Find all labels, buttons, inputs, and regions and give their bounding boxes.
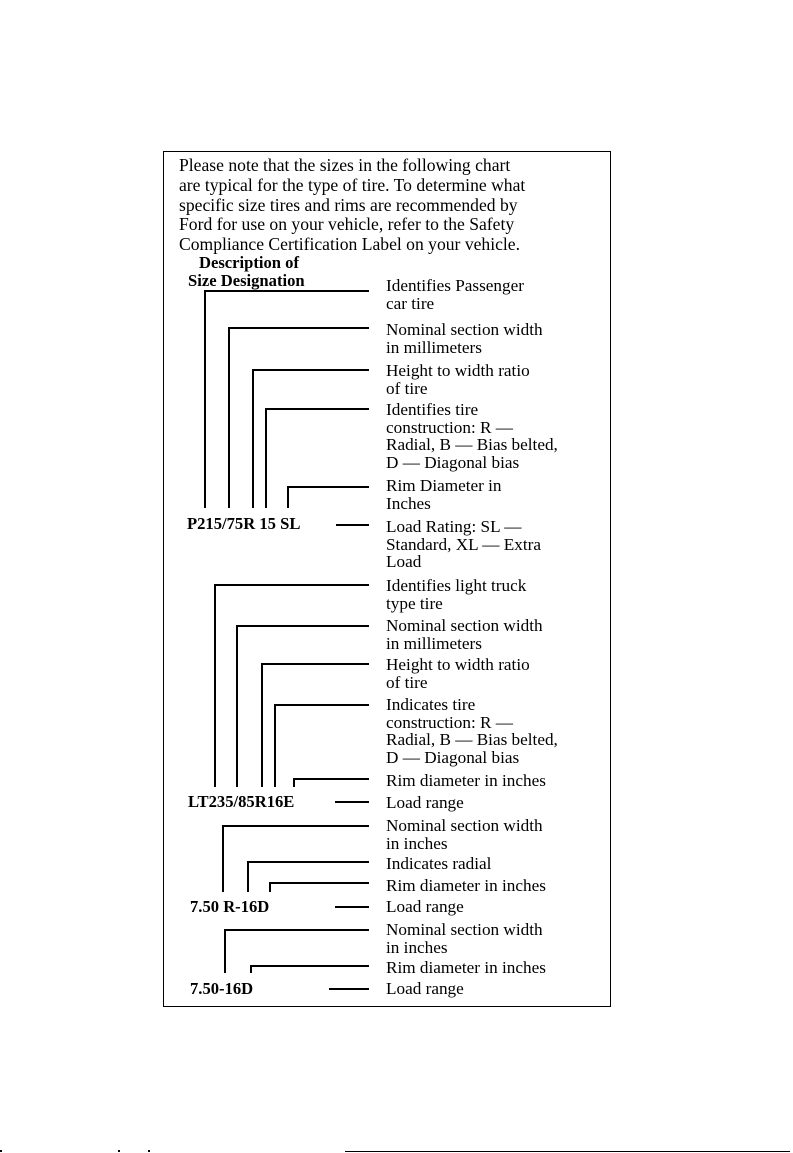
scan-speck (118, 1150, 120, 1152)
leader-line (293, 778, 295, 787)
leader-line (204, 290, 369, 292)
leader-line (214, 584, 369, 586)
leader-line (247, 861, 369, 863)
desc-section-width-in: Nominal section width in inches (386, 920, 543, 957)
desc-load-range: Load range (386, 793, 464, 812)
desc-rim-diameter: Rim diameter in inches (386, 771, 546, 790)
leader-line (287, 486, 289, 508)
leader-line (261, 663, 369, 665)
size-code-passenger: P215/75R 15 SL (187, 514, 301, 533)
leader-line (335, 801, 369, 803)
leader-line (274, 704, 369, 706)
desc-construction: Identifies tire construction: R — Radial, B — Bias belted, D — Diagonal bias (386, 400, 558, 472)
leader-line (236, 625, 238, 787)
desc-radial: Indicates radial (386, 854, 492, 873)
leader-line (252, 369, 254, 508)
leader-line (222, 825, 224, 892)
intro-line: Ford for use on your vehicle, refer to the Safety (179, 214, 515, 235)
leader-line (250, 965, 252, 973)
desc-section-width-mm: Nominal section width in millimeters (386, 320, 543, 357)
heading-line-2: Size Designation (188, 271, 305, 290)
size-code-bias-radial: 7.50 R-16D (190, 897, 270, 916)
size-code-bias: 7.50-16D (190, 979, 254, 998)
desc-light-truck: Identifies light truck type tire (386, 576, 527, 613)
desc-section-width-mm: Nominal section width in millimeters (386, 616, 543, 653)
leader-line (287, 486, 369, 488)
desc-load-range: Load range (386, 979, 464, 998)
leader-line (265, 408, 369, 410)
desc-aspect-ratio: Height to width ratio of tire (386, 361, 530, 398)
desc-rim-diameter: Rim diameter in inches (386, 876, 546, 895)
desc-load-range: Load range (386, 897, 464, 916)
desc-aspect-ratio: Height to width ratio of tire (386, 655, 530, 692)
desc-passenger-car: Identifies Passenger car tire (386, 276, 524, 313)
leader-line (269, 882, 369, 884)
desc-section-width-in: Nominal section width in inches (386, 816, 543, 853)
desc-load-rating: Load Rating: SL — Standard, XL — Extra Load (386, 517, 541, 572)
leader-line (293, 778, 369, 780)
leader-line (274, 704, 276, 787)
intro-line: are typical for the type of tire. To determine what (179, 174, 526, 195)
desc-rim-diameter: Rim diameter in inches (386, 958, 546, 977)
intro-paragraph (179, 156, 599, 255)
leader-line (250, 965, 369, 967)
leader-line (228, 327, 369, 329)
leader-line (252, 369, 369, 371)
leader-line (224, 929, 369, 931)
desc-rim-diameter: Rim Diameter in Inches (386, 476, 502, 513)
bottom-rule (345, 1151, 790, 1152)
heading-line-1: Description of (199, 253, 300, 272)
leader-line (335, 906, 369, 908)
scan-speck (0, 1150, 2, 1152)
leader-line (236, 625, 369, 627)
intro-line: Please note that the sizes in the following chart (179, 155, 511, 175)
intro-line: Compliance Certification Label on your vehicle. (179, 234, 521, 255)
leader-line (222, 825, 369, 827)
leader-line (214, 584, 216, 787)
intro-line: specific size tires and rims are recommended by (179, 194, 518, 215)
leader-line (265, 408, 267, 508)
size-code-light-truck: LT235/85R16E (188, 792, 295, 811)
leader-line (247, 861, 249, 892)
leader-line (269, 882, 271, 892)
leader-line (228, 327, 230, 508)
leader-line (329, 988, 369, 990)
desc-construction: Indicates tire construction: R — Radial, B — Bias belted, D — Diagonal bias (386, 695, 558, 767)
leader-line (224, 929, 226, 973)
scan-speck (148, 1150, 150, 1152)
leader-line (261, 663, 263, 787)
leader-line (204, 290, 206, 508)
leader-line (336, 524, 369, 526)
